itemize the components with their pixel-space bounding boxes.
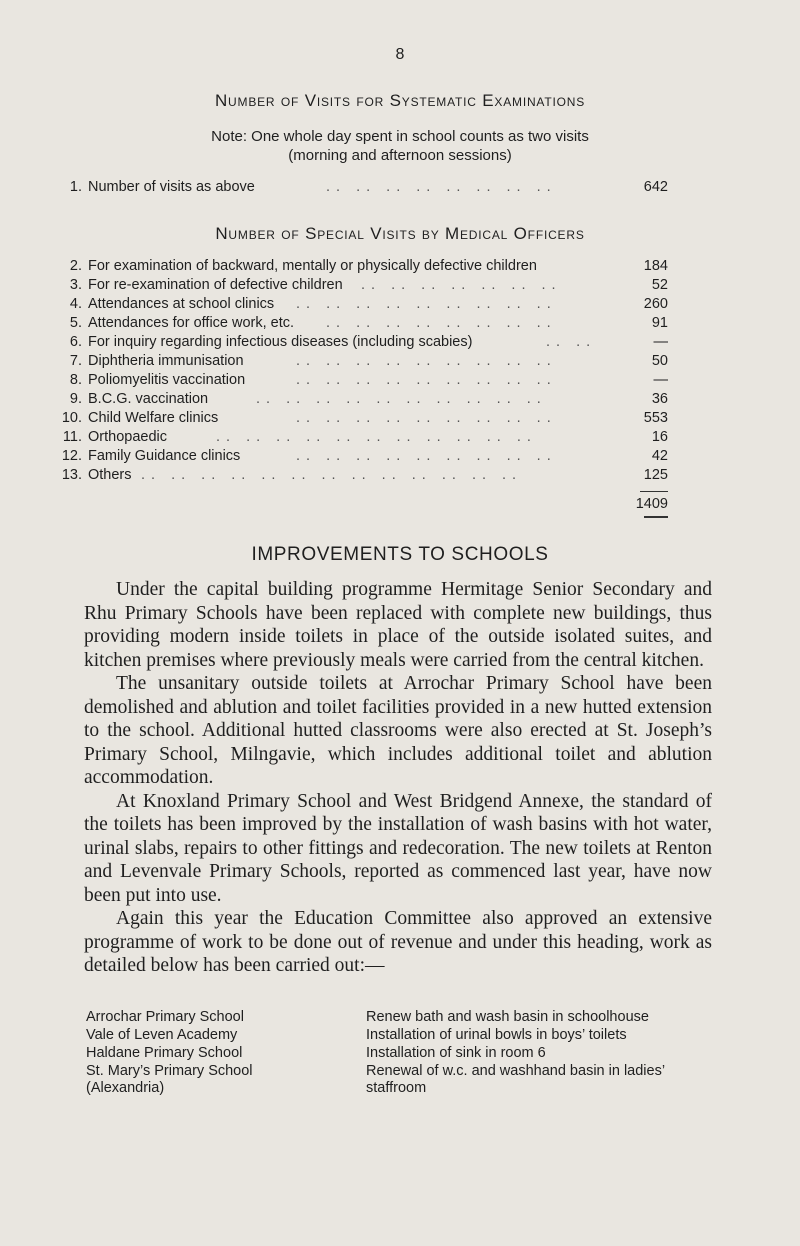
row-number: 11. [62, 429, 82, 445]
row-number: 12. [61, 448, 82, 464]
row-label: For inquiry regarding infectious diseases (including scabies) [88, 334, 473, 350]
paragraph: The unsanitary outside toilets at Arrochar Primary School have been demolished and ablution and toilet facilities provided in a new hutted extension to the school. Additional hutted classrooms were also erected at St. Joseph’s Primary School, Milngavie, which includes additional toilet and ablution accommodation. [84, 673, 712, 788]
works-school: Haldane Primary School [86, 1045, 243, 1061]
row-number: 1. [69, 179, 82, 195]
row-label: Child Welfare clinics [88, 410, 219, 426]
row-value: 642 [643, 179, 668, 195]
row-label: Others [88, 467, 132, 483]
row-value: 184 [643, 258, 668, 274]
paragraph: Again this year the Education Committee also approved an extensive programme of work to be done out of revenue and under this heading, work as detailed below has been carried out:— [84, 908, 712, 976]
row-value: 50 [651, 353, 668, 369]
row-number: 10. [61, 410, 82, 426]
row-value: 42 [651, 448, 668, 464]
row-label: Family Guidance clinics [88, 448, 241, 464]
special-row [56, 448, 668, 466]
dot-leaders: .. .. .. .. .. .. .. .. [326, 315, 557, 331]
row-number: 2. [69, 258, 82, 274]
paragraph: Under the capital building programme Hermitage Senior Secondary and Rhu Primary Schools have been replaced with complete new buildings, thus providing modern inside toilets in place of the outside isolated suites, and kitchen premises where previously meals were carried from the central kitchen. [84, 579, 712, 671]
row-value: 91 [651, 315, 668, 331]
row-label: Diphtheria immunisation [88, 353, 244, 369]
special-row [56, 334, 668, 352]
special-row [56, 372, 668, 390]
special-visits-heading: Number of Special Visits by Medical Officers [215, 224, 585, 243]
row-value: 260 [643, 296, 668, 312]
row-number: 7. [69, 353, 82, 369]
special-row [56, 277, 668, 295]
row-value: — [653, 372, 668, 388]
row-number: 5. [69, 315, 82, 331]
dot-leaders: .. .. .. .. .. .. .. .. [326, 179, 557, 195]
visits-heading: Number of Visits for Systematic Examinations [214, 91, 585, 110]
dot-leaders: .. .. [546, 334, 597, 350]
row-label: B.C.G. vaccination [88, 391, 209, 407]
row-value: 125 [643, 467, 668, 483]
dot-leaders: .. .. .. .. .. .. .. .. .. .. .. .. .. [141, 467, 523, 483]
note-line-1: Note: One whole day spent in school counts as two visits [211, 128, 589, 145]
total-rule [640, 491, 668, 492]
paragraph: At Knoxland Primary School and West Bridgend Annexe, the standard of the toilets has been improved by the installation of wash basins with hot water, urinal slabs, repairs to other fittings and redecoration. The new toilets at Renton and Levenvale Primary Schools, reported as commenced last year, have now been put into use. [84, 790, 712, 906]
special-row [56, 258, 668, 276]
special-row [56, 410, 668, 428]
special-row [56, 315, 668, 333]
special-row [56, 353, 668, 371]
row-value: — [653, 334, 668, 350]
special-row [56, 296, 668, 314]
dot-leaders: .. .. .. .. .. .. .. .. .. [296, 410, 557, 426]
row-number: 8. [69, 372, 82, 388]
works-description: Installation of urinal bowls in boys’ toilets [366, 1027, 627, 1043]
row-number: 9. [69, 391, 82, 407]
dot-leaders: .. .. .. .. .. .. .. [361, 277, 562, 293]
row-number: 4. [69, 296, 82, 312]
total-double-rule [644, 516, 668, 518]
total-value: 1409 [635, 496, 668, 512]
row-label: Orthopaedic [88, 429, 167, 445]
row-label: For re-examination of defective children [88, 277, 343, 293]
row-label: Number of visits as above [88, 179, 255, 195]
dot-leaders: .. .. .. .. .. .. .. .. .. .. .. [216, 429, 537, 445]
improvements-body [84, 578, 712, 978]
works-school: Vale of Leven Academy [86, 1027, 238, 1043]
row-number: 3. [69, 277, 82, 293]
page-number: 8 [395, 46, 405, 63]
row-value: 16 [651, 429, 668, 445]
row-label: Poliomyelitis vaccination [88, 372, 246, 388]
visits-row [56, 179, 668, 197]
row-label: For examination of backward, mentally or physically defective children [88, 258, 537, 274]
dot-leaders: .. .. .. .. .. .. .. .. .. [296, 296, 557, 312]
works-description: Renew bath and wash basin in schoolhouse [366, 1009, 649, 1025]
note-line-2: (morning and afternoon sessions) [288, 147, 512, 164]
dot-leaders: .. .. .. .. .. .. .. .. .. [296, 372, 557, 388]
row-value: 36 [651, 391, 668, 407]
row-label: Attendances for office work, etc. [88, 315, 295, 331]
row-number: 6. [69, 334, 82, 350]
dot-leaders: .. .. .. .. .. .. .. .. .. [296, 448, 557, 464]
dot-leaders: .. .. .. .. .. .. .. .. .. [296, 353, 557, 369]
dot-leaders: .. .. .. .. .. .. .. .. .. .. [256, 391, 547, 407]
row-value: 52 [651, 277, 668, 293]
row-label: Attendances at school clinics [88, 296, 275, 312]
special-row [56, 391, 668, 409]
works-description: Installation of sink in room 6 [366, 1045, 546, 1061]
works-description: Renewal of w.c. and washhand basin in ladies’ staffroom [366, 1063, 665, 1096]
special-row [56, 467, 668, 485]
improvements-title: IMPROVEMENTS TO SCHOOLS [251, 544, 549, 565]
works-school: Arrochar Primary School [86, 1009, 244, 1025]
works-school: St. Mary’s Primary School (Alexandria) [86, 1063, 253, 1096]
row-number: 13. [61, 467, 82, 483]
row-value: 553 [643, 410, 668, 426]
special-row [56, 429, 668, 447]
total-row [56, 496, 668, 514]
